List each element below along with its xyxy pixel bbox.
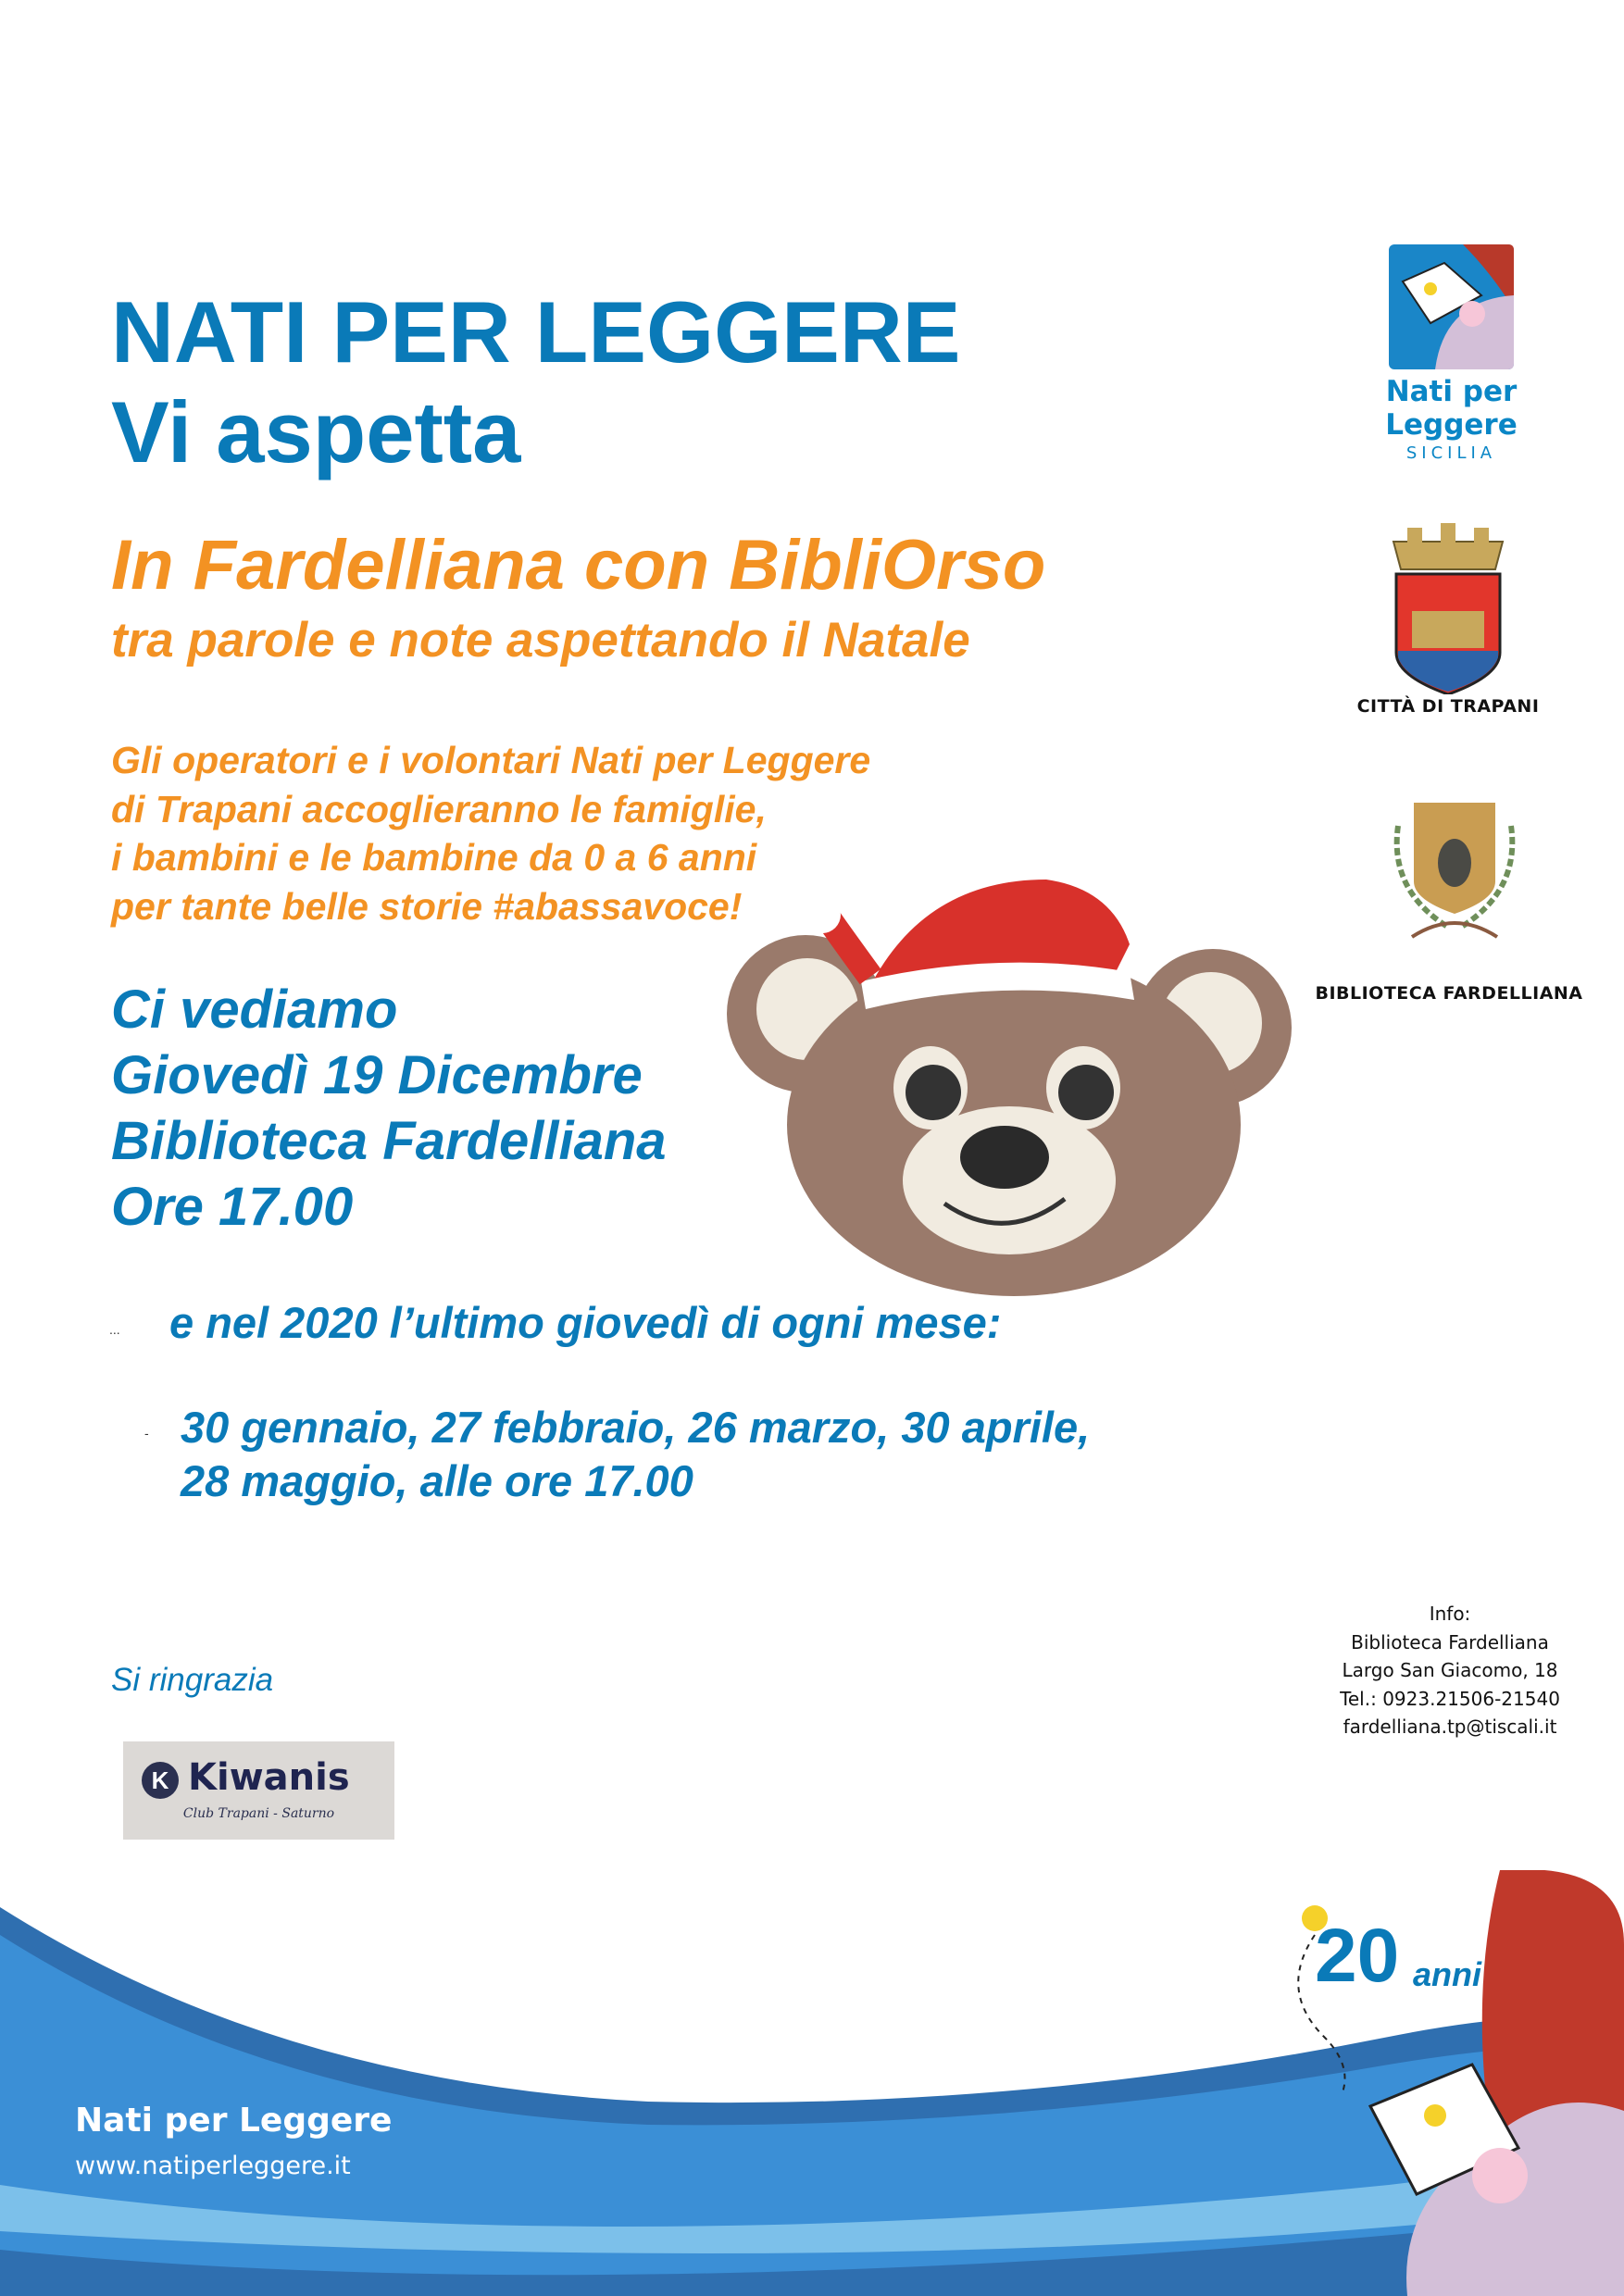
event-title: In Fardelliana con BibliOrso <box>111 526 1046 605</box>
npl-logo-text <box>1361 375 1542 466</box>
page-title: NATI PER LEGGERE <box>111 283 961 381</box>
footer-url[interactable]: www.natiperleggere.it <box>75 2152 351 2180</box>
info-phone: Tel.: 0923.21506-21540 <box>1340 1687 1560 1710</box>
info-email[interactable]: fardelliana.tp@tiscali.it <box>1343 1716 1557 1738</box>
description-line: per tante belle storie #abassavoce! <box>111 884 743 928</box>
bullet-dash: - <box>144 1426 149 1441</box>
npl-logo-region: SICILIA <box>1405 443 1497 463</box>
info-address: Largo San Giacomo, 18 <box>1342 1659 1558 1681</box>
info-block <box>1293 1600 1607 1741</box>
schedule-intro: e nel 2020 l’ultimo giovedì di ogni mese: <box>169 1298 1002 1347</box>
library-caption: BIBLIOTECA FARDELLIANA <box>1315 983 1583 1004</box>
bear-illustration <box>722 870 1305 1296</box>
trapani-crest-icon <box>1389 523 1507 694</box>
city-caption: CITTÀ DI TRAPANI <box>1356 696 1540 717</box>
anniversary-number: 20 <box>1315 1914 1400 1998</box>
fardelliana-crest-icon <box>1384 798 1525 946</box>
kiwanis-name: Kiwanis <box>188 1756 350 1799</box>
description-line: Gli operatori e i volontari Nati per Leggere <box>111 739 871 781</box>
kiwanis-emblem-icon: K <box>142 1762 179 1799</box>
kiwanis-logo <box>123 1741 394 1840</box>
footer-brand: Nati per Leggere <box>75 2102 393 2140</box>
npl-logo-line2: Leggere <box>1385 408 1518 442</box>
dates-line: 28 maggio, alle ore 17.00 <box>181 1456 693 1505</box>
description-line: di Trapani accoglieranno le famiglie, <box>111 787 767 830</box>
details-time: Ore 17.00 <box>111 1177 354 1237</box>
kiwanis-club: Club Trapani - Saturno <box>182 1806 335 1821</box>
details-date: Giovedì 19 Dicembre <box>111 1045 643 1105</box>
info-label: Info: <box>1429 1603 1471 1625</box>
info-name: Biblioteca Fardelliana <box>1351 1630 1549 1653</box>
bullet-ellipsis: ... <box>109 1322 120 1337</box>
details-line: Ci vediamo <box>111 980 398 1040</box>
npl-logo-line1: Nati per <box>1385 375 1518 408</box>
npl-logo-icon <box>1389 244 1514 369</box>
page-subtitle: Vi aspetta <box>111 383 521 480</box>
description-line: i bambini e le bambine da 0 a 6 anni <box>111 836 757 879</box>
dates-line: 30 gennaio, 27 febbraio, 26 marzo, 30 aprile, <box>181 1403 1091 1452</box>
schedule-dates <box>181 1401 1090 1508</box>
anniversary-word: anni <box>1413 1955 1482 1993</box>
details-place: Biblioteca Fardelliana <box>111 1111 667 1171</box>
thanks-label: Si ringrazia <box>111 1662 274 1698</box>
event-details <box>111 977 667 1240</box>
event-subtitle: tra parole e note aspettando il Natale <box>111 613 970 668</box>
